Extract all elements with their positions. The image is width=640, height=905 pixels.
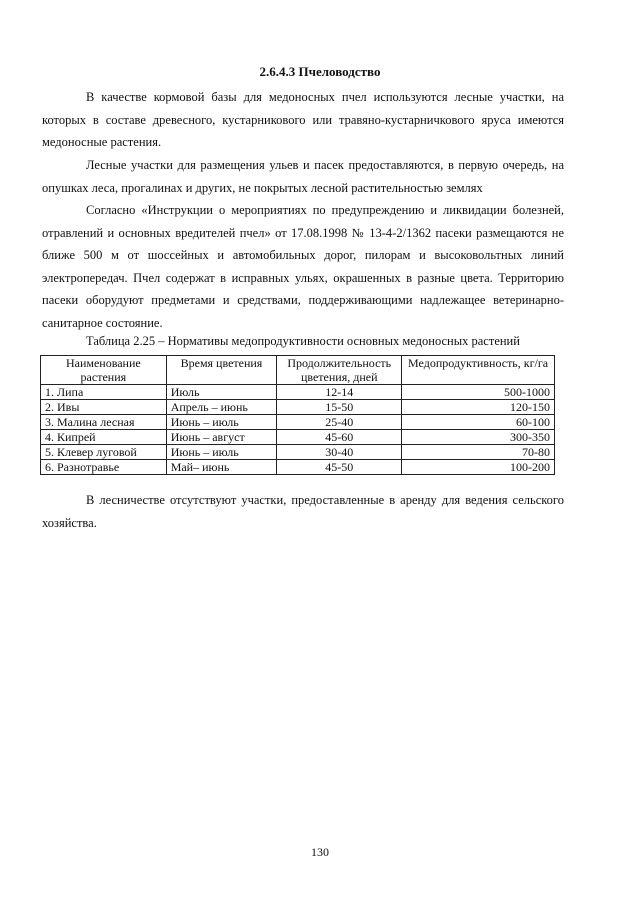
cell-flowering-duration: 15-50 xyxy=(277,400,402,415)
cell-flowering-time: Июнь – август xyxy=(166,430,277,445)
cell-plant-name: 3. Малина лесная xyxy=(41,415,167,430)
cell-flowering-duration: 45-60 xyxy=(277,430,402,445)
cell-plant-name: 1. Липа xyxy=(41,385,167,400)
paragraph-text: Согласно «Инструкции о мероприятиях по предупреждению и ликвидации болезней, отравлений и основных вредителей пчел» от 17.08.1998 № 13-4-2/1362 пасеки размещаются не ближе 500 м от шоссейных и автомобильных дорог, пилорам и высоковольтных линий электропередач. Пчел содержат в исправных ульях, окрашенных в разные цвета. Территорию пасеки оборудуют предметами и средствами, поддерживающими надлежащее ветеринарно-санитарное состояние. xyxy=(42,203,564,330)
cell-honey-productivity: 120-150 xyxy=(402,400,555,415)
cell-honey-productivity: 70-80 xyxy=(402,445,555,460)
header-honey-productivity: Медопродуктивность, кг/га xyxy=(402,356,555,385)
paragraph-text: Лесные участки для размещения ульев и пасек предоставляются, в первую очередь, на опушках леса, прогалинах и других, не покрытых лесной растительностью землях xyxy=(42,158,564,195)
cell-plant-name: 4. Кипрей xyxy=(41,430,167,445)
page-number: 130 xyxy=(311,845,329,859)
paragraph-forage-base xyxy=(42,86,564,154)
cell-honey-productivity: 500-1000 xyxy=(402,385,555,400)
paragraph-text: В качестве кормовой базы для медоносных пчел используются лесные участки, на которых в составе древесного, кустарникового или травяно-кустарничкового яруса имеются медоносные растения. xyxy=(42,90,564,149)
cell-honey-productivity: 100-200 xyxy=(402,460,555,475)
table-row xyxy=(41,400,555,415)
cell-flowering-time: Июнь – июль xyxy=(166,445,277,460)
honey-productivity-table xyxy=(40,355,555,475)
header-flowering-time: Время цветения xyxy=(166,356,277,385)
cell-flowering-duration: 12-14 xyxy=(277,385,402,400)
section-heading: 2.6.4.3 Пчеловодство xyxy=(259,64,381,79)
header-flowering-duration: Продолжительность цветения, дней xyxy=(277,356,402,385)
cell-flowering-time: Июнь – июль xyxy=(166,415,277,430)
table-row xyxy=(41,415,555,430)
table-row xyxy=(41,460,555,475)
header-plant-name: Наименование растения xyxy=(41,356,167,385)
cell-honey-productivity: 60-100 xyxy=(402,415,555,430)
paragraph-lease xyxy=(42,489,564,534)
table-header-row xyxy=(41,356,555,385)
table-caption: Таблица 2.25 – Нормативы медопродуктивности основных медоносных растений xyxy=(86,334,520,348)
table-row xyxy=(41,430,555,445)
cell-plant-name: 6. Разнотравье xyxy=(41,460,167,475)
cell-flowering-duration: 25-40 xyxy=(277,415,402,430)
cell-flowering-time: Июль xyxy=(166,385,277,400)
cell-honey-productivity: 300-350 xyxy=(402,430,555,445)
cell-flowering-time: Апрель – июнь xyxy=(166,400,277,415)
cell-flowering-duration: 30-40 xyxy=(277,445,402,460)
paragraph-instruction xyxy=(42,199,564,334)
paragraph-hive-placement xyxy=(42,154,564,199)
cell-flowering-duration: 45-50 xyxy=(277,460,402,475)
table-row xyxy=(41,445,555,460)
cell-plant-name: 2. Ивы xyxy=(41,400,167,415)
paragraph-text: В лесничестве отсутствуют участки, предоставленные в аренду для ведения сельского хозяйства. xyxy=(42,493,564,530)
cell-flowering-time: Май– июнь xyxy=(166,460,277,475)
table-row xyxy=(41,385,555,400)
cell-plant-name: 5. Клевер луговой xyxy=(41,445,167,460)
